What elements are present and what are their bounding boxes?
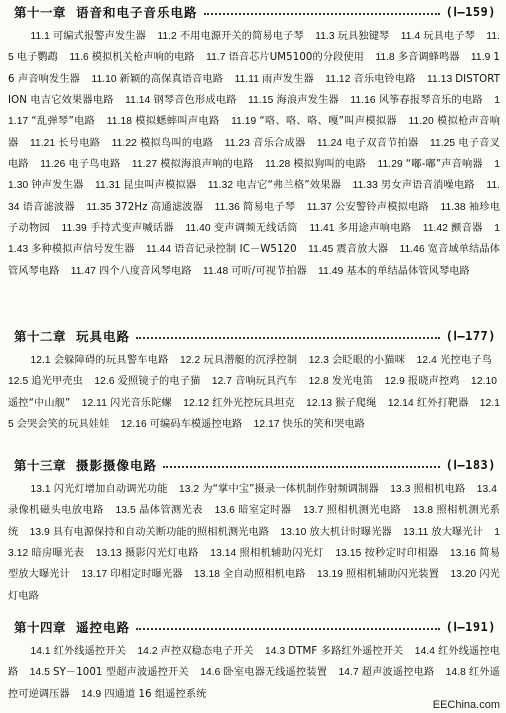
toc-entry[interactable]	[179, 484, 387, 495]
chapter-entries	[8, 641, 500, 705]
entry-title: 全自动照相机电路	[223, 569, 306, 581]
entry-title: 追光甲壳虫	[31, 376, 83, 388]
entry-title: 照相机辅助闪光装置	[346, 569, 439, 581]
entry-title: 模拟鸟叫的电路	[139, 137, 214, 149]
entry-title: 海浪声发生器	[276, 95, 339, 107]
toc-entry[interactable]	[385, 376, 468, 387]
entry-number: 12.11	[81, 397, 107, 409]
entry-title: 会眨眼的小猫咪	[331, 355, 406, 366]
entry-number: 13.19	[317, 569, 343, 581]
entry-title: 摄影闪光灯电路	[124, 548, 199, 560]
entry-number: 13.20	[450, 569, 477, 581]
entry-number: 11.15	[248, 95, 274, 107]
entry-title: 模拟枪声音响器	[8, 116, 500, 149]
entry-number: 11.34	[8, 180, 501, 213]
entry-title: 可编式报警声发生器	[52, 31, 146, 42]
toc-entry[interactable]	[388, 398, 477, 409]
entry-number: 11.5	[8, 31, 501, 64]
toc-entry[interactable]	[307, 202, 437, 213]
entry-number: 11.36	[214, 201, 240, 213]
entry-number: 13.15	[335, 548, 362, 560]
entry-number: 11.26	[40, 159, 66, 171]
entry-number: 11.11	[234, 73, 260, 85]
entry-number: 11.28	[265, 159, 291, 171]
entry-title: 昆虫叫声模拟器	[123, 180, 197, 192]
entry-number: 11.22	[111, 137, 137, 149]
dot-leader	[136, 337, 440, 339]
toc-entry[interactable]	[306, 398, 384, 409]
toc-entry[interactable]	[30, 527, 277, 538]
entry-number: 12.7	[211, 376, 233, 388]
entry-number: 14.2	[137, 646, 158, 657]
entry-title: 闪光灯增加自动调光功能	[53, 484, 168, 495]
entry-title: 变声调频无线话筒	[213, 223, 298, 235]
toc-entry[interactable]	[30, 667, 197, 678]
entry-title: 放大机计时曝光器	[309, 526, 392, 538]
toc-entry[interactable]	[377, 159, 490, 170]
entry-number: 11.23	[224, 137, 250, 149]
entry-number: 11.32	[207, 180, 234, 192]
entry-title: 颤音器	[450, 223, 483, 235]
toc-entry[interactable]	[91, 74, 231, 85]
toc-entry[interactable]	[81, 689, 214, 700]
toc-entry[interactable]	[180, 355, 305, 366]
entry-title: 红外线遥控电路	[8, 646, 501, 679]
entry-title: 玩具潜艇的沉浮控制	[203, 355, 298, 366]
entry-title: 红外遥控可逆调压器	[8, 667, 501, 700]
toc-entry[interactable]	[309, 376, 382, 387]
entry-title: 语音记录控制 IC－W5120	[174, 244, 297, 256]
entry-number: 13.8	[412, 505, 434, 517]
entry-title: 手持式变声喊话器	[89, 223, 174, 235]
toc-entry[interactable]	[303, 505, 409, 516]
entry-title: 公安警铃声模拟电路	[334, 201, 429, 213]
entry-number: 14.3	[265, 646, 286, 657]
toc-entry[interactable]	[248, 95, 347, 106]
entry-number: 14.8	[445, 667, 466, 679]
entry-title: 电子双音节拍器	[345, 137, 419, 149]
entry-number: 14.6	[200, 667, 221, 679]
entry-title: 放大曝光计	[431, 526, 483, 538]
toc-entry[interactable]	[86, 202, 211, 213]
watermark: EEChina.com	[432, 699, 500, 711]
toc-entry[interactable]	[417, 355, 500, 366]
entry-title: 四通道 16 组遥控系统	[104, 688, 207, 700]
toc-entry[interactable]	[235, 74, 322, 85]
entry-number: 11.38	[440, 201, 466, 213]
entry-number: 13.18	[194, 569, 220, 581]
entry-title: 多音调蜂鸣器	[397, 52, 460, 64]
entry-title: 电吉它“弗兰格”效果器	[236, 180, 342, 192]
entry-number: 11.48	[202, 265, 229, 277]
entry-title: 印相定时曝光器	[110, 569, 183, 581]
entry-number: 11.45	[308, 244, 334, 256]
toc-entry[interactable]	[69, 52, 202, 63]
toc-entry[interactable]	[107, 116, 228, 127]
entry-title: 暗室定时器	[237, 505, 292, 517]
entry-number: 13.2	[179, 484, 200, 495]
entry-title: 长号电路	[58, 137, 101, 149]
entry-title: 模拟蟋蟀叫声电路	[134, 116, 220, 128]
entry-title: 钟声发生器	[31, 180, 84, 192]
entry-number: 13.5	[115, 505, 136, 517]
entry-title: 照相机测光系统	[8, 505, 501, 538]
toc-entry[interactable]	[121, 419, 251, 430]
entry-title: 音响玩具汽车	[235, 376, 298, 388]
entry-title: 宽音域单结晶体管风琴电路	[8, 244, 501, 277]
entry-number: 12.14	[387, 397, 414, 409]
toc-entry[interactable]	[309, 355, 413, 366]
toc-entry[interactable]	[335, 548, 446, 559]
entry-number: 13.9	[29, 526, 50, 538]
entry-number: 11.27	[131, 159, 158, 171]
toc-entry[interactable]	[231, 116, 405, 127]
toc-entry[interactable]	[339, 667, 443, 678]
entry-number: 11.10	[91, 73, 117, 85]
entry-title: “咯、咯、咯、嘎”叫声模拟器	[259, 116, 397, 128]
toc-entry[interactable]	[309, 223, 419, 234]
entry-title: 模拟海浪声响的电路	[160, 159, 254, 171]
toc-entry[interactable]	[315, 31, 397, 42]
entry-title: 音乐电铃电路	[353, 73, 416, 85]
entry-title: 语音滤波器	[22, 201, 75, 213]
toc-entry[interactable]	[318, 266, 478, 277]
entry-title: 风筝春报琴音乐的电路	[378, 95, 483, 107]
toc-entry[interactable]	[137, 646, 261, 657]
chapter-number: 第十四章	[14, 620, 67, 635]
chapter-number: 第十二章	[14, 329, 67, 344]
toc-entry[interactable]	[225, 138, 314, 149]
entry-title: 闪光音乐陀螺	[109, 397, 172, 409]
chapter-heading[interactable]	[14, 616, 496, 638]
dot-leader	[136, 628, 440, 630]
entry-number: 11.46	[399, 244, 425, 256]
entry-number: 12.2	[180, 355, 201, 366]
toc-entry[interactable]	[125, 95, 245, 106]
entry-number: 12.4	[416, 355, 437, 366]
entry-number: 11.2	[157, 31, 177, 42]
entry-number: 12.16	[120, 419, 147, 431]
toc-entry[interactable]	[206, 52, 372, 63]
entry-number: 12.12	[183, 397, 210, 409]
entry-title: 爱照镜子的电子猫	[117, 376, 201, 388]
chapter-heading[interactable]	[14, 325, 496, 347]
toc-entry[interactable]	[423, 223, 491, 234]
entry-title: 发光电笛	[331, 376, 374, 388]
entry-number: 11.8	[375, 52, 395, 64]
entry-number: 13.16	[449, 548, 476, 560]
toc-entry[interactable]	[40, 159, 128, 170]
chapter-heading[interactable]	[14, 454, 496, 476]
entry-number: 11.39	[61, 223, 87, 235]
toc-entry[interactable]	[82, 398, 180, 409]
entry-title: 玩具独键琴	[337, 31, 390, 42]
chapter-heading[interactable]	[14, 1, 496, 23]
toc-entry[interactable]	[200, 667, 335, 678]
entry-title: 钢琴音色形成电路	[153, 95, 237, 107]
chapter-number: 第十一章	[14, 5, 67, 20]
toc-entry[interactable]	[317, 569, 447, 580]
entry-number: 12.9	[384, 376, 405, 388]
toc-entry[interactable]	[203, 266, 315, 277]
chapter-title: 摄影摄像电路	[76, 458, 158, 473]
toc-entry[interactable]	[208, 180, 349, 191]
toc-entry[interactable]	[308, 244, 396, 255]
entry-number: 13.11	[403, 526, 429, 538]
entry-title: 音乐合成器	[252, 137, 306, 149]
toc-entry[interactable]	[254, 419, 373, 430]
entry-number: 11.16	[350, 95, 376, 107]
entry-number: 14.5	[29, 667, 51, 679]
entry-number: 11.41	[309, 223, 335, 235]
toc-entry[interactable]	[353, 180, 483, 191]
entry-number: 12.17	[253, 419, 280, 431]
entry-number: 11.49	[318, 265, 344, 277]
entry-number: 13.4	[476, 484, 497, 495]
toc-entry[interactable]	[71, 266, 200, 277]
toc-entry[interactable]	[62, 223, 182, 234]
toc-entry[interactable]	[215, 202, 304, 213]
toc-entry[interactable]	[30, 355, 176, 366]
toc-entry[interactable]	[183, 398, 303, 409]
chapter-title: 语音和电子音乐电路	[76, 5, 198, 20]
entry-title: 闪光灯电路	[8, 569, 500, 602]
toc-entry[interactable]	[146, 244, 305, 255]
toc-entry[interactable]	[325, 74, 423, 85]
toc-entry[interactable]	[375, 52, 467, 63]
entry-number: 11.6	[69, 52, 89, 64]
toc-entry[interactable]	[403, 527, 491, 538]
entry-title: DISTORTION 电吉它效果器电路	[8, 73, 501, 107]
entry-number: 12.15	[8, 397, 501, 431]
chapter-page: (Ⅰ—191)	[445, 620, 496, 634]
entry-number: 11.20	[408, 116, 434, 128]
toc-entry[interactable]	[317, 138, 427, 149]
entry-title: 四个八度音风琴电路	[99, 265, 192, 277]
toc-entry[interactable]	[194, 569, 314, 580]
entry-number: 11.17	[8, 95, 500, 128]
chapter-entries	[8, 350, 500, 435]
chapter-page: (Ⅰ—183)	[445, 458, 496, 472]
entry-number: 11.31	[95, 180, 121, 192]
entry-number: 11.29	[377, 159, 403, 171]
entry-title: 新颖的高保真语音电路	[119, 73, 224, 85]
entry-title: 卧室电器无线遥控装置	[223, 667, 328, 679]
entry-number: 13.6	[214, 505, 235, 517]
entry-number: 13.17	[81, 569, 108, 581]
toc-entry[interactable]	[157, 31, 311, 42]
entry-title: 照相机辅助闪光灯	[239, 548, 324, 560]
toc-entry[interactable]	[30, 31, 153, 42]
entry-number: 13.10	[280, 526, 307, 538]
entry-title: 为“掌中宝”摄录一体机制作射频调制器	[202, 484, 379, 495]
entry-title: 震音放大器	[336, 244, 389, 256]
entry-number: 11.42	[422, 223, 448, 235]
entry-title: 会哭会笑的玩具娃娃	[16, 419, 110, 431]
entry-number: 13.1	[30, 484, 51, 495]
entry-title: 372Hz 高通滤波器	[114, 201, 204, 213]
entry-number: 13.3	[390, 484, 411, 495]
entry-title: 报晓声控鸡	[407, 376, 460, 388]
toc-entry[interactable]	[265, 646, 411, 657]
entry-number: 11.43	[8, 223, 500, 256]
toc-entry[interactable]	[30, 138, 108, 149]
chapter-title: 遥控电路	[76, 620, 131, 635]
entry-title: 基本的单结晶体管风琴电路	[346, 265, 470, 277]
entry-number: 11.37	[306, 201, 332, 213]
entry-title: 红外打靶器	[416, 397, 469, 409]
toc-entry[interactable]	[265, 159, 374, 170]
entry-number: 11.1	[30, 31, 50, 42]
entry-number: 11.12	[325, 73, 351, 85]
entry-title: 具有电源保持和自动关断功能的照相机测光电路	[52, 526, 270, 538]
toc-entry[interactable]	[94, 376, 208, 387]
chapter-page: (Ⅰ—177)	[445, 329, 496, 343]
entry-title: 电子音叉电路	[8, 137, 500, 171]
entry-title: 可编码车模遥控电路	[149, 419, 243, 431]
toc-entry[interactable]	[30, 646, 134, 657]
entry-title: “乱弹琴”电路	[31, 116, 96, 128]
entry-number: 14.1	[30, 646, 51, 657]
chapter-page: (Ⅰ—159)	[445, 5, 496, 19]
entry-title: “嘟-嘟”声音响器	[405, 159, 483, 171]
entry-title: 不用电源开关的简易电子琴	[179, 31, 304, 42]
entry-number: 14.7	[338, 667, 359, 679]
entry-number: 11.13	[426, 73, 453, 85]
entry-number: 11.25	[429, 137, 456, 149]
entry-title: 快乐的笑和哭电路	[282, 419, 365, 431]
entry-title: 简易电子琴	[242, 201, 296, 213]
toc-entry[interactable]	[210, 548, 332, 559]
entry-title: 16 声音响发生器	[8, 52, 500, 85]
entry-number: 11.30	[8, 159, 501, 192]
toc-entry[interactable]	[30, 484, 175, 495]
entry-title: 男女声语音消噪电路	[380, 180, 475, 192]
entry-title: 暗房曝光表	[31, 548, 85, 560]
entry-number: 12.6	[94, 376, 115, 388]
entry-title: 按秒定时印相器	[364, 548, 439, 560]
entry-number: 14.9	[81, 688, 102, 700]
entry-number: 11.14	[125, 95, 151, 107]
entry-title: 多种模拟声信号发生器	[31, 244, 135, 256]
entry-number: 11.40	[185, 223, 211, 235]
entry-title: 模拟机关枪声响的电路	[91, 52, 195, 64]
toc-entry[interactable]	[215, 505, 300, 516]
entry-title: 会躲障碍的玩具警车电路	[53, 355, 169, 366]
toc-entry[interactable]	[96, 548, 207, 559]
entry-title: 声控双稳态电子开关	[160, 646, 254, 657]
entry-number: 13.7	[303, 505, 324, 517]
entry-title: 红外线遥控开关	[53, 646, 127, 657]
entry-number: 13.14	[210, 548, 237, 560]
toc-entry[interactable]	[8, 376, 91, 387]
toc-entry[interactable]	[350, 95, 490, 106]
entry-title: 录像机磁头电放电路	[8, 505, 104, 517]
entry-number: 11.4	[400, 31, 421, 42]
toc-entry[interactable]	[390, 484, 473, 495]
toc-entry[interactable]	[95, 180, 204, 191]
entry-number: 12.13	[306, 397, 333, 409]
dot-leader	[163, 466, 440, 468]
entry-number: 11.21	[29, 137, 56, 149]
entry-number: 11.3	[315, 31, 335, 42]
entry-number: 12.10	[471, 376, 498, 388]
entry-number: 11.9	[470, 52, 491, 64]
chapter-number: 第十三章	[14, 458, 67, 473]
entry-title: 晶体管测光表	[138, 505, 203, 517]
entry-number: 11.44	[145, 244, 172, 256]
entry-number: 11.35	[86, 201, 112, 213]
entry-number: 11.7	[206, 52, 226, 64]
toc-entry[interactable]	[115, 505, 210, 516]
toc-entry[interactable]	[185, 223, 305, 234]
entry-title: DTMF 多路红外遥控开关	[288, 646, 404, 657]
toc-entry[interactable]	[280, 527, 399, 538]
entry-number: 11.47	[70, 265, 97, 277]
entry-title: 可听/可视节拍器	[231, 265, 307, 277]
entry-title: 光控电子鸟	[439, 355, 493, 366]
toc-entry[interactable]	[81, 569, 190, 580]
entry-number: 11.18	[106, 116, 132, 128]
entry-title: 超声波遥控电路	[361, 667, 435, 679]
entry-number: 11.24	[316, 137, 343, 149]
entry-title: 玩具电子琴	[423, 31, 475, 42]
toc-entry[interactable]	[401, 31, 483, 42]
entry-title: 照相机电路	[413, 484, 466, 495]
chapter-entries	[8, 26, 500, 282]
entry-title: 红外光控玩具坦克	[212, 397, 295, 409]
entry-title: 电子鸟电路	[68, 159, 121, 171]
entry-title: 照相机测光电路	[326, 505, 402, 517]
entry-title: 多用途声响电路	[337, 223, 412, 235]
entry-number: 13.13	[95, 548, 122, 560]
entry-title: 简易型放大曝光计	[8, 548, 501, 581]
entry-title: 猴子爬绳	[335, 397, 377, 409]
entry-title: 模拟狗叫的电路	[293, 159, 367, 171]
entry-number: 11.19	[231, 116, 257, 128]
toc-entry[interactable]	[132, 159, 262, 170]
entry-number: 12.1	[30, 355, 51, 366]
entry-title: 电子鹦鹉	[16, 52, 58, 64]
entry-title: 雨声发生器	[262, 73, 314, 85]
entry-number: 13.12	[8, 526, 501, 560]
dot-leader	[204, 13, 440, 15]
toc-entry[interactable]	[112, 138, 222, 149]
entry-number: 12.8	[308, 376, 329, 388]
entry-number: 14.4	[414, 646, 436, 657]
entry-number: 11.33	[352, 180, 378, 192]
entry-number: 12.3	[308, 355, 329, 366]
entry-title: 遥控“中山舰”	[8, 397, 71, 409]
chapter-title: 玩具电路	[76, 329, 131, 344]
entry-title: 袖珍电子动物园	[8, 201, 500, 235]
entry-number: 12.5	[8, 376, 29, 388]
chapter-entries	[8, 479, 500, 607]
entry-title: SY－1001 型超声波遥控开关	[53, 667, 189, 679]
toc-entry[interactable]	[212, 376, 305, 387]
entry-title: 语音芯片UM5100的分段使用	[228, 52, 364, 64]
